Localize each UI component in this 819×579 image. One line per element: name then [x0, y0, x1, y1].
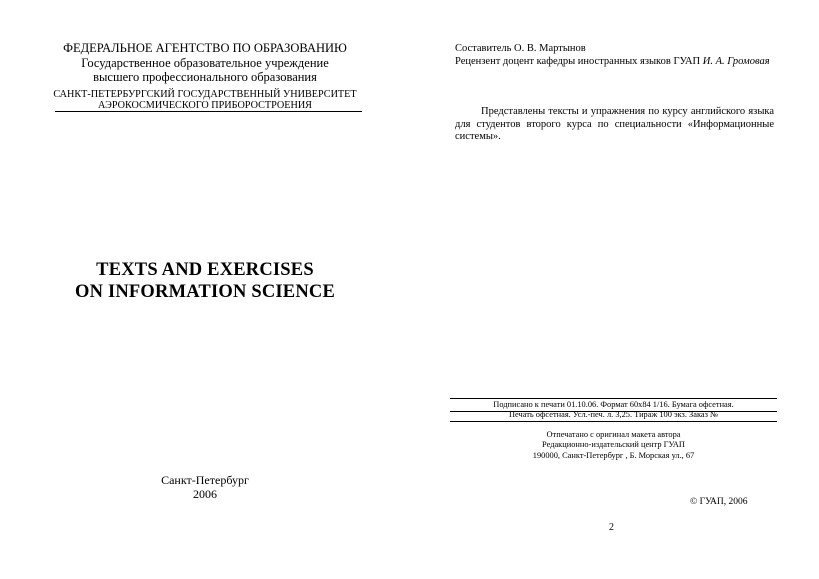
university-name [40, 89, 370, 111]
imprint-bottom-rule [450, 421, 777, 422]
agency-header [40, 41, 370, 85]
printer-info [450, 430, 777, 461]
credits [455, 42, 795, 68]
publisher: Редакционно-издательский центр ГУАП [542, 440, 685, 450]
imprint-top-rule [450, 398, 777, 399]
publication-place [40, 473, 370, 501]
institution-type: Государственное образовательное учреждение [81, 55, 329, 70]
year: 2006 [193, 487, 217, 501]
copyright: © ГУАП, 2006 [690, 497, 748, 507]
university-line-1: САНКТ-ПЕТЕРБУРГСКИЙ ГОСУДАРСТВЕННЫЙ УНИВЕРСИТЕТ [53, 89, 357, 100]
title-line-2: ON INFORMATION SCIENCE [75, 282, 335, 302]
header-divider [55, 111, 362, 112]
title-line-1: TEXTS AND EXERCISES [96, 260, 314, 280]
reviewer [455, 55, 795, 68]
book-title [40, 259, 370, 303]
address: 190000, Санкт-Петербург , Б. Морская ул., 67 [532, 450, 695, 460]
abstract: Представлены тексты и упражнения по курсу английского языка для студентов второго курса по специальности «Информационные системы». [455, 106, 774, 143]
page-number: 2 [609, 522, 614, 533]
city: Санкт-Петербург [161, 473, 249, 487]
agency-name: ФЕДЕРАЛЬНОЕ АГЕНТСТВО ПО ОБРАЗОВАНИЮ [63, 41, 347, 55]
university-line-2: АЭРОКОСМИЧЕСКОГО ПРИБОРОСТРОЕНИЯ [98, 100, 312, 111]
imprint-line-1: Подписано к печати 01.10.06. Формат 60x84 1/16. Бумага офсетная. [493, 400, 734, 409]
imprint-line-2: Печать офсетная. Усл.-печ. л. 3,25. Тираж 100 экз. Заказ № [508, 410, 719, 419]
reviewer-prefix: Рецензент доцент кафедры иностранных языков ГУАП [455, 56, 703, 67]
education-level: высшего профессионального образования [93, 70, 317, 84]
reviewer-name: И. А. Громовая [702, 56, 770, 67]
compiler: Составитель О. В. Мартынов [455, 43, 586, 54]
printed-from: Отпечатано с оригинал макета автора [546, 430, 681, 439]
